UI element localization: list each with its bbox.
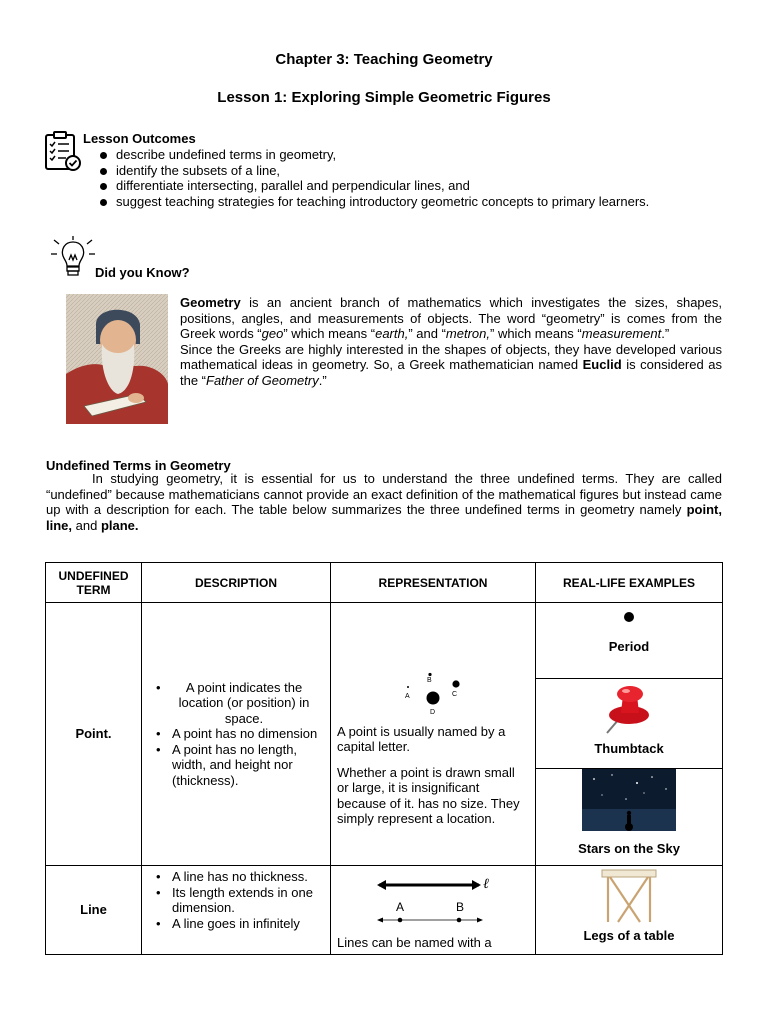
line-l-arrow-left xyxy=(377,880,386,890)
representation-text: A point is usually named by a capital letter. xyxy=(337,723,506,754)
representation-line xyxy=(331,866,536,955)
description-item: • A line goes in infinitely xyxy=(150,916,324,932)
example-period: Period xyxy=(536,611,722,679)
point-label-b: B xyxy=(427,676,432,684)
did-you-know-text xyxy=(180,295,722,388)
term-line: Line xyxy=(46,866,142,955)
table-header-row xyxy=(46,563,723,603)
header-real-life-examples: REAL-LIFE EXAMPLES xyxy=(536,563,723,603)
point-label-a: A xyxy=(405,692,410,700)
line-label-b: B xyxy=(456,900,465,914)
header-description: DESCRIPTION xyxy=(142,563,331,603)
description-item: • A point has no dimension xyxy=(150,726,324,742)
example-thumbtack: Thumbtack xyxy=(536,683,722,769)
point-c-mark xyxy=(452,680,459,687)
description-line xyxy=(142,866,331,955)
did-you-know-heading: Did you Know? xyxy=(95,265,190,280)
representation-text: Whether a point is drawn small or large, it is insignificant because of it. has no size. They simply represent a location. xyxy=(337,764,520,826)
point-d-mark xyxy=(427,691,440,704)
representation-text: Lines can be named with a xyxy=(337,935,492,950)
outcomes-list xyxy=(100,147,722,209)
lightbulb-icon xyxy=(50,236,96,280)
point-b-mark xyxy=(428,672,431,675)
description-item: • A point indicates the location (or position) in space. xyxy=(150,680,324,727)
example-stars: Stars on the Sky xyxy=(536,769,722,865)
outcome-item: identify the subsets of a line, xyxy=(100,163,722,179)
header-representation: REPRESENTATION xyxy=(331,563,536,603)
point-a-on-line xyxy=(398,918,403,923)
examples-point xyxy=(536,603,723,866)
description-point xyxy=(142,603,331,866)
dyk-paragraph-1: Geometry is an ancient branch of mathematics which investigates the sizes, shapes, positions, angles, and measurements of objects. The word “geometry” is comes from the Greek words “geo” which means “earth,” and “metron,” which means “measurement.” xyxy=(180,295,722,341)
lesson-title: Lesson 1: Exploring Simple Geometric Figures xyxy=(217,89,551,106)
outcomes-heading: Lesson Outcomes xyxy=(83,131,196,146)
undefined-terms-text: In studying geometry, it is essential for us to understand the three undefined terms. They are called “undefined” because mathematicians cannot provide an exact definition of the mathematical figures but instead came up with a description for each. The table below summarizes the three undefined terms in geometry namely point, line, and plane. xyxy=(46,471,722,533)
description-item: • Its length extends in one dimension. xyxy=(150,885,324,916)
point-b-on-line xyxy=(457,918,462,923)
dyk-paragraph-2: Since the Greeks are highly interested in the shapes of objects, they have developed various mathematical ideas in geometry. So, a Greek mathematician named Euclid is considered as the “Father of Geometry.” xyxy=(180,341,722,388)
description-item: • A line has no thickness. xyxy=(150,869,324,885)
description-item: • A point has no length, width, and height nor (thickness). xyxy=(150,742,324,789)
line-label-l: ℓ xyxy=(483,876,489,892)
night-sky-image xyxy=(582,769,676,831)
line-l-arrow-right xyxy=(472,880,481,890)
euclid-portrait-image xyxy=(66,294,168,424)
lines-figure xyxy=(337,872,529,930)
table-row-point xyxy=(46,603,723,866)
examples-line xyxy=(536,866,723,955)
example-legs-of-table: Legs of a table xyxy=(583,928,675,943)
chapter-title: Chapter 3: Teaching Geometry xyxy=(275,51,493,68)
point-a-mark xyxy=(407,686,409,688)
outcome-item: describe undefined terms in geometry, xyxy=(100,147,722,163)
undefined-terms-heading: Undefined Terms in Geometry xyxy=(46,458,231,473)
outcome-item: suggest teaching strategies for teaching introductory geometric concepts to primary learners. xyxy=(100,194,722,210)
points-figure xyxy=(337,672,529,720)
representation-point xyxy=(331,603,536,866)
header-undefined-term: UNDEFINED TERM xyxy=(46,563,142,603)
thumbtack-image xyxy=(599,683,659,735)
outcome-item: differentiate intersecting, parallel and perpendicular lines, and xyxy=(100,178,722,194)
period-dot-icon xyxy=(623,611,635,623)
table-row-line xyxy=(46,866,723,955)
term-point: Point. xyxy=(46,603,142,866)
undefined-terms-table xyxy=(45,562,723,955)
clipboard-checklist-icon xyxy=(44,130,82,172)
table-legs-image xyxy=(598,868,660,924)
line-label-a: A xyxy=(396,900,405,914)
point-label-d: D xyxy=(430,708,436,716)
point-label-c: C xyxy=(452,690,458,698)
